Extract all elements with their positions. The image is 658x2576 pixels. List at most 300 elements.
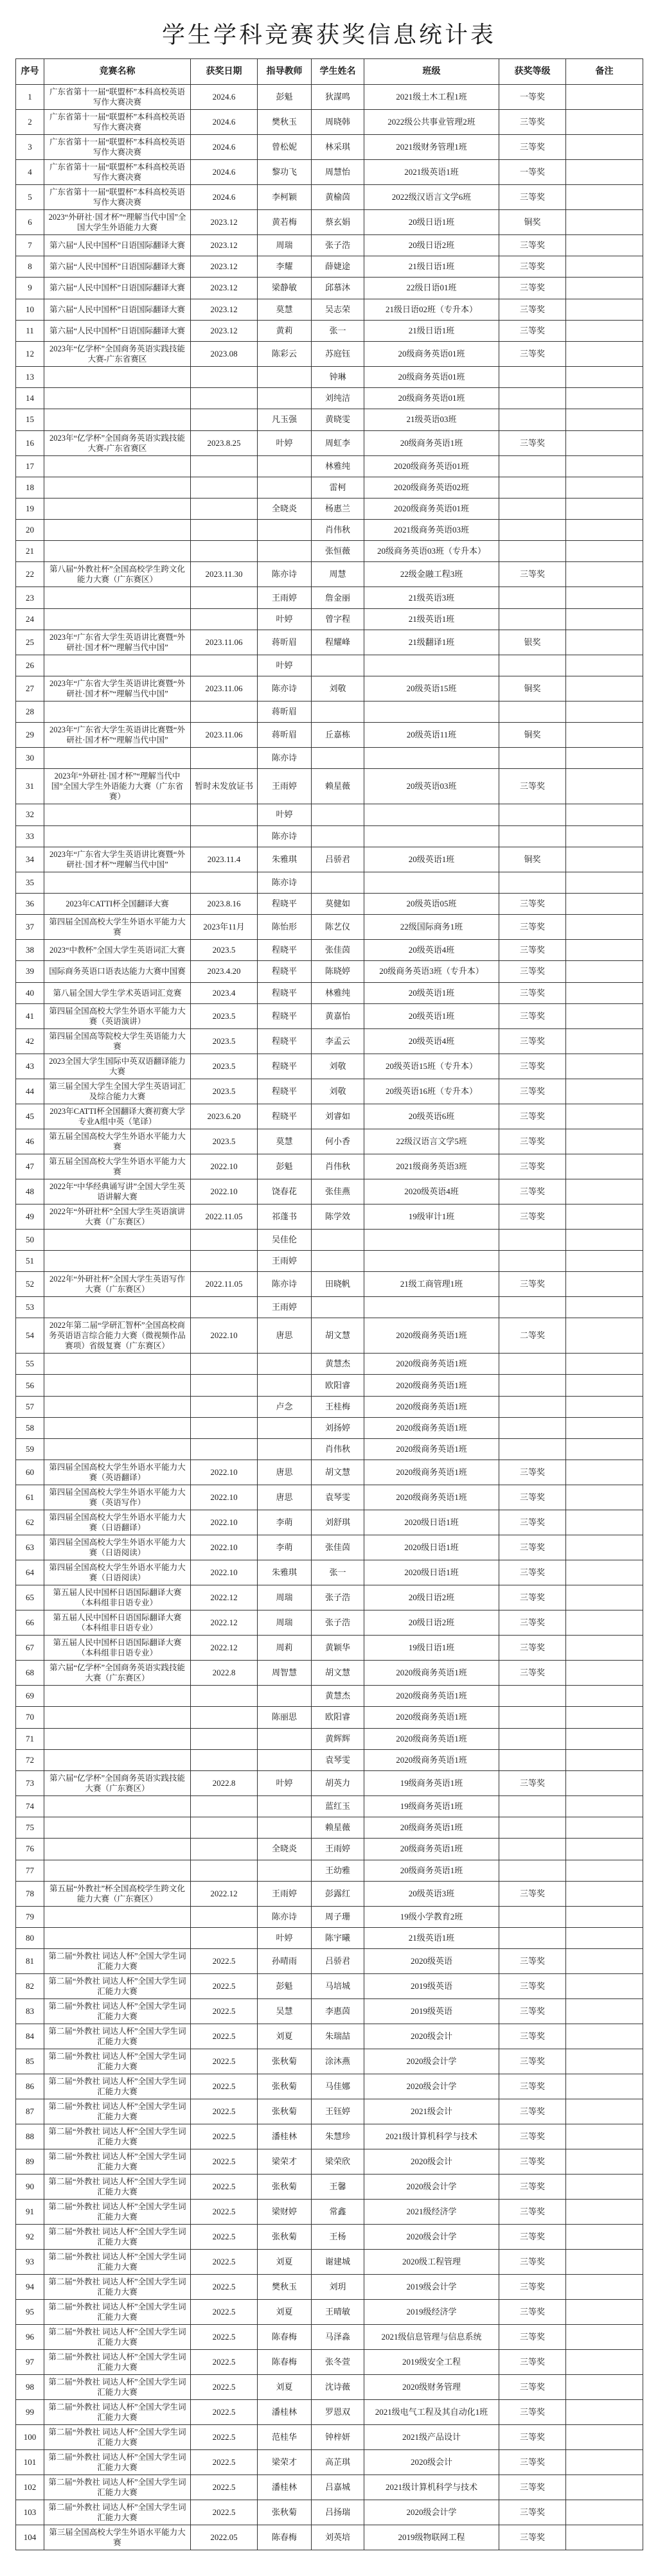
- cell-award-level: 三等奖: [499, 2074, 566, 2099]
- cell-student: 胡文慧: [312, 1318, 364, 1354]
- table-row: [16, 1229, 643, 1250]
- cell-teacher: [258, 1375, 312, 1396]
- table-row: [16, 1003, 643, 1028]
- cell-note: [566, 2275, 643, 2300]
- cell-teacher: 蒋昕眉: [258, 701, 312, 723]
- cell-competition: [44, 1439, 191, 1460]
- cell-note: [566, 1129, 643, 1154]
- page-title: 学生学科竞赛获奖信息统计表: [161, 22, 496, 48]
- cell-teacher: 陈亦诗: [258, 676, 312, 701]
- table-row: [16, 409, 643, 430]
- cell-award-level: 三等奖: [499, 2225, 566, 2250]
- cell-teacher: 程晓平: [258, 1028, 312, 1054]
- cell-class: 2019级英语: [364, 1999, 499, 2024]
- cell-student: 张子浩: [312, 1610, 364, 1636]
- cell-award-level: [499, 872, 566, 893]
- cell-award-level: [499, 477, 566, 498]
- cell-student: 薛婕途: [312, 256, 364, 278]
- cell-teacher: 程晓平: [258, 1054, 312, 1079]
- cell-award-level: 一等奖: [499, 85, 566, 110]
- cell-teacher: 陈春梅: [258, 2525, 312, 2550]
- cell-student: 朱瑞喆: [312, 2024, 364, 2049]
- cell-index: 22: [16, 562, 44, 587]
- cell-index: 80: [16, 1927, 44, 1948]
- table-row: [16, 2124, 643, 2149]
- cell-class: 2021级商务英语3班: [364, 1154, 499, 1179]
- table-row: [16, 430, 643, 455]
- cell-competition: 第二届“外教社 词达人杯”全国大学生词汇能力大赛: [44, 1949, 191, 1974]
- cell-award-date: 2022.5: [191, 2425, 258, 2450]
- cell-note: [566, 256, 643, 278]
- cell-competition: 广东省第十一届“联盟杯”本科高校英语写作大赛决赛: [44, 110, 191, 135]
- table-row: [16, 2500, 643, 2525]
- cell-competition: 第六届“人民中国杯”日语国际翻译大赛: [44, 320, 191, 341]
- cell-award-date: 2022.12: [191, 1636, 258, 1661]
- cell-index: 78: [16, 1881, 44, 1906]
- cell-competition: 第二届“外教社 词达人杯”全国大学生词汇能力大赛: [44, 2225, 191, 2250]
- cell-competition: 第六届“亿学杯”全国商务英语实践技能大赛（广东赛区）: [44, 1661, 191, 1686]
- cell-competition: 第二届“外教社 词达人杯”全国大学生词汇能力大赛: [44, 2049, 191, 2074]
- cell-class: 20级日语2班: [364, 1610, 499, 1636]
- cell-class: 2020级商务英语1班: [364, 1686, 499, 1707]
- cell-note: [566, 1949, 643, 1974]
- cell-student: 周子珊: [312, 1906, 364, 1927]
- cell-student: 涂沐燕: [312, 2049, 364, 2074]
- cell-award-date: 2023.12: [191, 210, 258, 235]
- cell-award-level: [499, 455, 566, 477]
- cell-competition: 第二届“外教社 词达人杯”全国大学生词汇能力大赛: [44, 2300, 191, 2325]
- cell-award-date: 2022.5: [191, 2099, 258, 2124]
- cell-index: 3: [16, 135, 44, 160]
- cell-teacher: [258, 541, 312, 562]
- cell-class: 19级商务英语1班: [364, 1795, 499, 1817]
- cell-class: 21级英语3班: [364, 587, 499, 608]
- cell-award-level: 三等奖: [499, 2200, 566, 2225]
- cell-award-level: 三等奖: [499, 1154, 566, 1179]
- cell-class: 2020级日语1班: [364, 1535, 499, 1560]
- cell-award-level: 三等奖: [499, 940, 566, 961]
- cell-award-date: [191, 608, 258, 630]
- cell-student: 刘扬婷: [312, 1417, 364, 1438]
- cell-student: 罗恩双: [312, 2400, 364, 2425]
- cell-class: 2020级会计学: [364, 2500, 499, 2525]
- cell-class: 21级日语1班: [364, 320, 499, 341]
- cell-award-level: [499, 1795, 566, 1817]
- cell-class: [364, 748, 499, 769]
- cell-award-date: 2022.10: [191, 1460, 258, 1485]
- cell-award-date: 2022.5: [191, 2049, 258, 2074]
- cell-award-date: 2022.5: [191, 2275, 258, 2300]
- header-class: 班级: [364, 59, 499, 85]
- table-row: [16, 1204, 643, 1229]
- cell-class: 2020级会计学: [364, 2225, 499, 2250]
- header-award-date: 获奖日期: [191, 59, 258, 85]
- cell-index: 75: [16, 1817, 44, 1839]
- cell-class: 2020级商务英语01班: [364, 455, 499, 477]
- cell-award-level: 三等奖: [499, 1028, 566, 1054]
- cell-index: 51: [16, 1250, 44, 1271]
- table-row: [16, 1396, 643, 1417]
- cell-student: 詹金丽: [312, 587, 364, 608]
- cell-award-level: 三等奖: [499, 2450, 566, 2475]
- cell-index: 5: [16, 185, 44, 210]
- cell-teacher: 周智慧: [258, 1661, 312, 1686]
- cell-index: 79: [16, 1906, 44, 1927]
- table-row: [16, 477, 643, 498]
- cell-competition: [44, 1396, 191, 1417]
- cell-class: [364, 1250, 499, 1271]
- table-row: [16, 2049, 643, 2074]
- cell-index: 29: [16, 723, 44, 748]
- cell-index: 37: [16, 915, 44, 940]
- cell-note: [566, 1560, 643, 1585]
- cell-competition: 第二届“外教社 词达人杯”全国大学生词汇能力大赛: [44, 2400, 191, 2425]
- cell-note: [566, 1375, 643, 1396]
- table-row: [16, 2375, 643, 2400]
- cell-index: 46: [16, 1129, 44, 1154]
- cell-award-level: 三等奖: [499, 1079, 566, 1104]
- cell-award-level: [499, 1817, 566, 1839]
- cell-note: [566, 630, 643, 655]
- cell-class: 2020级商务英语1班: [364, 1485, 499, 1510]
- cell-award-level: 三等奖: [499, 1560, 566, 1585]
- cell-note: [566, 1585, 643, 1610]
- cell-competition: 2022年“外研社杯”全国大学生英语演讲大赛（广东赛区）: [44, 1204, 191, 1229]
- cell-class: [364, 872, 499, 893]
- cell-award-level: [499, 1297, 566, 1318]
- cell-class: 22级国际商务1班: [364, 915, 499, 940]
- table-row: [16, 455, 643, 477]
- cell-index: 98: [16, 2375, 44, 2400]
- cell-index: 9: [16, 278, 44, 299]
- table-row: [16, 110, 643, 135]
- cell-award-date: [191, 1297, 258, 1318]
- cell-teacher: 唐思: [258, 1460, 312, 1485]
- cell-class: 20级日语2班: [364, 1585, 499, 1610]
- table-row: [16, 1439, 643, 1460]
- cell-award-level: [499, 1250, 566, 1271]
- cell-student: 黄嘉怡: [312, 1003, 364, 1028]
- cell-award-date: 2023.12: [191, 299, 258, 320]
- cell-note: [566, 1610, 643, 1636]
- cell-award-date: 2022.5: [191, 1949, 258, 1974]
- cell-award-level: [499, 409, 566, 430]
- cell-class: 20级商务英语01班: [364, 366, 499, 387]
- cell-class: 20级英语15班（专升本）: [364, 1054, 499, 1079]
- cell-note: [566, 430, 643, 455]
- cell-class: 20级英语11班: [364, 723, 499, 748]
- cell-award-date: [191, 872, 258, 893]
- cell-index: 87: [16, 2099, 44, 2124]
- cell-class: 2020级商务英语1班: [364, 1354, 499, 1375]
- table-row: [16, 1318, 643, 1354]
- cell-class: 2020级会计学: [364, 2074, 499, 2099]
- cell-index: 59: [16, 1439, 44, 1460]
- table-row: [16, 1179, 643, 1204]
- cell-note: [566, 1749, 643, 1770]
- cell-competition: 第三届全国大学生全国大学生英语词汇及综合能力大赛: [44, 1079, 191, 1104]
- cell-award-date: 2023.11.06: [191, 630, 258, 655]
- cell-competition: 国际商务英语口语表达能力大赛中国赛: [44, 961, 191, 982]
- cell-award-level: [499, 1686, 566, 1707]
- cell-index: 72: [16, 1749, 44, 1770]
- cell-teacher: 全晓炎: [258, 1839, 312, 1860]
- cell-award-date: 2022.5: [191, 2200, 258, 2225]
- table-row: [16, 1949, 643, 1974]
- cell-index: 94: [16, 2275, 44, 2300]
- cell-note: [566, 1204, 643, 1229]
- cell-student: 丘嘉栋: [312, 723, 364, 748]
- table-row: [16, 2175, 643, 2200]
- table-row: [16, 341, 643, 366]
- cell-award-level: 铜奖: [499, 676, 566, 701]
- header-note: 备注: [566, 59, 643, 85]
- cell-student: [312, 1297, 364, 1318]
- table-row: [16, 1054, 643, 1079]
- cell-class: 20级商务英语01班: [364, 341, 499, 366]
- cell-competition: 第四届全国高校大学生外语水平能力大赛（英语演讲）: [44, 1003, 191, 1028]
- table-row: [16, 2225, 643, 2250]
- table-row: [16, 982, 643, 1003]
- cell-award-date: 2022.8: [191, 1770, 258, 1795]
- cell-competition: [44, 1749, 191, 1770]
- cell-competition: [44, 455, 191, 477]
- table-row: [16, 2149, 643, 2175]
- cell-award-date: 2023.8.16: [191, 893, 258, 914]
- cell-award-level: 三等奖: [499, 2375, 566, 2400]
- cell-student: 蔡玄娟: [312, 210, 364, 235]
- cell-award-level: 铜奖: [499, 847, 566, 872]
- cell-competition: 2023年“广东省大学生英语讲比赛暨“外研社·国才杯”“理解当代中国”: [44, 630, 191, 655]
- cell-award-level: [499, 655, 566, 676]
- cell-competition: 第八届全国大学生学术英语词汇竞赛: [44, 982, 191, 1003]
- cell-index: 54: [16, 1318, 44, 1354]
- table-row: [16, 748, 643, 769]
- cell-teacher: 周瑞: [258, 1610, 312, 1636]
- cell-award-date: 2022.5: [191, 1974, 258, 1999]
- cell-note: [566, 1728, 643, 1749]
- cell-note: [566, 2099, 643, 2124]
- cell-index: 24: [16, 608, 44, 630]
- cell-class: 2020级日语1班: [364, 1510, 499, 1535]
- cell-teacher: 李耀: [258, 256, 312, 278]
- cell-student: 周慧: [312, 562, 364, 587]
- cell-award-date: [191, 366, 258, 387]
- cell-award-level: [499, 388, 566, 409]
- cell-index: 85: [16, 2049, 44, 2074]
- cell-teacher: [258, 477, 312, 498]
- cell-award-level: [499, 701, 566, 723]
- cell-index: 53: [16, 1297, 44, 1318]
- cell-class: 20级商务英语1班: [364, 1817, 499, 1839]
- cell-teacher: 朱雅琪: [258, 1560, 312, 1585]
- cell-student: 马泽淼: [312, 2325, 364, 2350]
- cell-student: 肖伟秋: [312, 1154, 364, 1179]
- cell-competition: 广东省第十一届“联盟杯”本科高校英语写作大赛决赛: [44, 85, 191, 110]
- table-row: [16, 1749, 643, 1770]
- cell-class: 2021级产品设计: [364, 2425, 499, 2450]
- cell-student: 曾字程: [312, 608, 364, 630]
- cell-competition: 第六届“人民中国杯”日语国际翻译大赛: [44, 235, 191, 256]
- cell-student: 陈学效: [312, 1204, 364, 1229]
- cell-student: 刘敬: [312, 1079, 364, 1104]
- cell-student: 袁琴雯: [312, 1485, 364, 1510]
- cell-class: 2021级信息管理与信息系统: [364, 2325, 499, 2350]
- cell-index: 10: [16, 299, 44, 320]
- cell-note: [566, 278, 643, 299]
- cell-award-date: 2022.5: [191, 2124, 258, 2149]
- cell-teacher: 张秋菊: [258, 2074, 312, 2099]
- cell-award-level: 三等奖: [499, 1999, 566, 2024]
- cell-teacher: [258, 1686, 312, 1707]
- cell-index: 67: [16, 1636, 44, 1661]
- cell-class: 2020级工程管理: [364, 2250, 499, 2275]
- cell-competition: 第二届“外教社 词达人杯”全国大学生词汇能力大赛: [44, 2325, 191, 2350]
- cell-class: 19级审计1班: [364, 1204, 499, 1229]
- cell-note: [566, 1795, 643, 1817]
- cell-note: [566, 2500, 643, 2525]
- table-row: [16, 2200, 643, 2225]
- cell-class: 20级英语4班: [364, 1028, 499, 1054]
- cell-award-date: 2022.10: [191, 1535, 258, 1560]
- table-row: [16, 498, 643, 519]
- cell-student: 王钰婷: [312, 2099, 364, 2124]
- cell-index: 47: [16, 1154, 44, 1179]
- table-row: [16, 893, 643, 914]
- cell-award-date: 2022.5: [191, 2350, 258, 2375]
- cell-competition: 第三届全国高校大学生外语水平能力大赛: [44, 2525, 191, 2550]
- cell-class: 20级英语6班: [364, 1104, 499, 1129]
- cell-student: 胡文慧: [312, 1460, 364, 1485]
- cell-teacher: 吴慧: [258, 1999, 312, 2024]
- cell-class: 21级工商管理1班: [364, 1272, 499, 1297]
- cell-award-level: 三等奖: [499, 769, 566, 804]
- cell-teacher: 陈亦诗: [258, 872, 312, 893]
- table-row: [16, 1272, 643, 1297]
- cell-teacher: 叶婷: [258, 608, 312, 630]
- cell-index: 36: [16, 893, 44, 914]
- cell-class: 2021级电气工程及其自动化1班: [364, 2400, 499, 2425]
- cell-award-date: 2023.12: [191, 320, 258, 341]
- cell-award-date: 2022.10: [191, 1154, 258, 1179]
- table-row: [16, 1375, 643, 1396]
- cell-award-level: 三等奖: [499, 1485, 566, 1510]
- cell-student: 胡文慧: [312, 1661, 364, 1686]
- cell-teacher: 潘桂林: [258, 2475, 312, 2500]
- cell-award-level: 三等奖: [499, 341, 566, 366]
- cell-award-level: 三等奖: [499, 2124, 566, 2149]
- cell-index: 19: [16, 498, 44, 519]
- table-row: [16, 1999, 643, 2024]
- cell-teacher: [258, 455, 312, 477]
- table-row: [16, 804, 643, 825]
- cell-note: [566, 893, 643, 914]
- cell-index: 76: [16, 1839, 44, 1860]
- cell-teacher: 潘桂林: [258, 2400, 312, 2425]
- cell-class: 19级小学教育2班: [364, 1906, 499, 1927]
- cell-index: 77: [16, 1860, 44, 1881]
- table-row: [16, 1485, 643, 1510]
- cell-class: 21级英语1班: [364, 1927, 499, 1948]
- cell-award-date: 2023.11.06: [191, 676, 258, 701]
- cell-teacher: 朱雅琪: [258, 847, 312, 872]
- cell-award-level: [499, 1417, 566, 1438]
- cell-note: [566, 961, 643, 982]
- cell-class: 20级英语05班: [364, 893, 499, 914]
- cell-award-level: [499, 1927, 566, 1948]
- cell-note: [566, 872, 643, 893]
- table-row: [16, 655, 643, 676]
- cell-award-level: 三等奖: [499, 2325, 566, 2350]
- cell-teacher: 王雨婷: [258, 1297, 312, 1318]
- cell-note: [566, 498, 643, 519]
- cell-note: [566, 1297, 643, 1318]
- cell-note: [566, 1104, 643, 1129]
- table-row: [16, 2475, 643, 2500]
- cell-teacher: 王雨婷: [258, 1881, 312, 1906]
- cell-note: [566, 2325, 643, 2350]
- cell-note: [566, 1927, 643, 1948]
- cell-award-level: 三等奖: [499, 915, 566, 940]
- cell-competition: [44, 1927, 191, 1948]
- cell-teacher: 樊秋玉: [258, 110, 312, 135]
- cell-competition: [44, 804, 191, 825]
- cell-note: [566, 1179, 643, 1204]
- table-row: [16, 1795, 643, 1817]
- cell-teacher: 叶婷: [258, 1770, 312, 1795]
- cell-teacher: 王雨婷: [258, 1250, 312, 1271]
- cell-award-level: 三等奖: [499, 2049, 566, 2074]
- cell-award-date: [191, 498, 258, 519]
- cell-class: 2020级商务英语1班: [364, 1749, 499, 1770]
- cell-class: 2020级商务英语1班: [364, 1439, 499, 1460]
- table-row: [16, 210, 643, 235]
- cell-award-level: 三等奖: [499, 1272, 566, 1297]
- cell-competition: [44, 1229, 191, 1250]
- cell-index: 39: [16, 961, 44, 982]
- cell-competition: 第四届全国高等院校大学生英语能力大赛: [44, 1028, 191, 1054]
- cell-teacher: 黄莉: [258, 320, 312, 341]
- cell-class: 22级日语01班: [364, 278, 499, 299]
- cell-note: [566, 562, 643, 587]
- cell-note: [566, 1906, 643, 1927]
- cell-note: [566, 1860, 643, 1881]
- cell-award-date: [191, 587, 258, 608]
- cell-class: 20级商务英语1班: [364, 1860, 499, 1881]
- cell-index: 64: [16, 1560, 44, 1585]
- cell-award-date: [191, 541, 258, 562]
- cell-teacher: [258, 1417, 312, 1438]
- cell-note: [566, 1661, 643, 1686]
- cell-award-date: 2022.5: [191, 2250, 258, 2275]
- cell-award-date: [191, 804, 258, 825]
- cell-note: [566, 2124, 643, 2149]
- cell-note: [566, 2525, 643, 2550]
- header-index: 序号: [16, 59, 44, 85]
- cell-award-date: 2023.5: [191, 1054, 258, 1079]
- table-row: [16, 587, 643, 608]
- cell-award-date: 2024.6: [191, 110, 258, 135]
- cell-teacher: 程晓平: [258, 940, 312, 961]
- cell-competition: [44, 541, 191, 562]
- cell-student: 吕嘉城: [312, 2475, 364, 2500]
- table-row: [16, 278, 643, 299]
- cell-award-date: [191, 1707, 258, 1728]
- cell-award-date: 2022.5: [191, 2450, 258, 2475]
- cell-note: [566, 2375, 643, 2400]
- cell-award-level: [499, 587, 566, 608]
- cell-award-date: 2024.6: [191, 85, 258, 110]
